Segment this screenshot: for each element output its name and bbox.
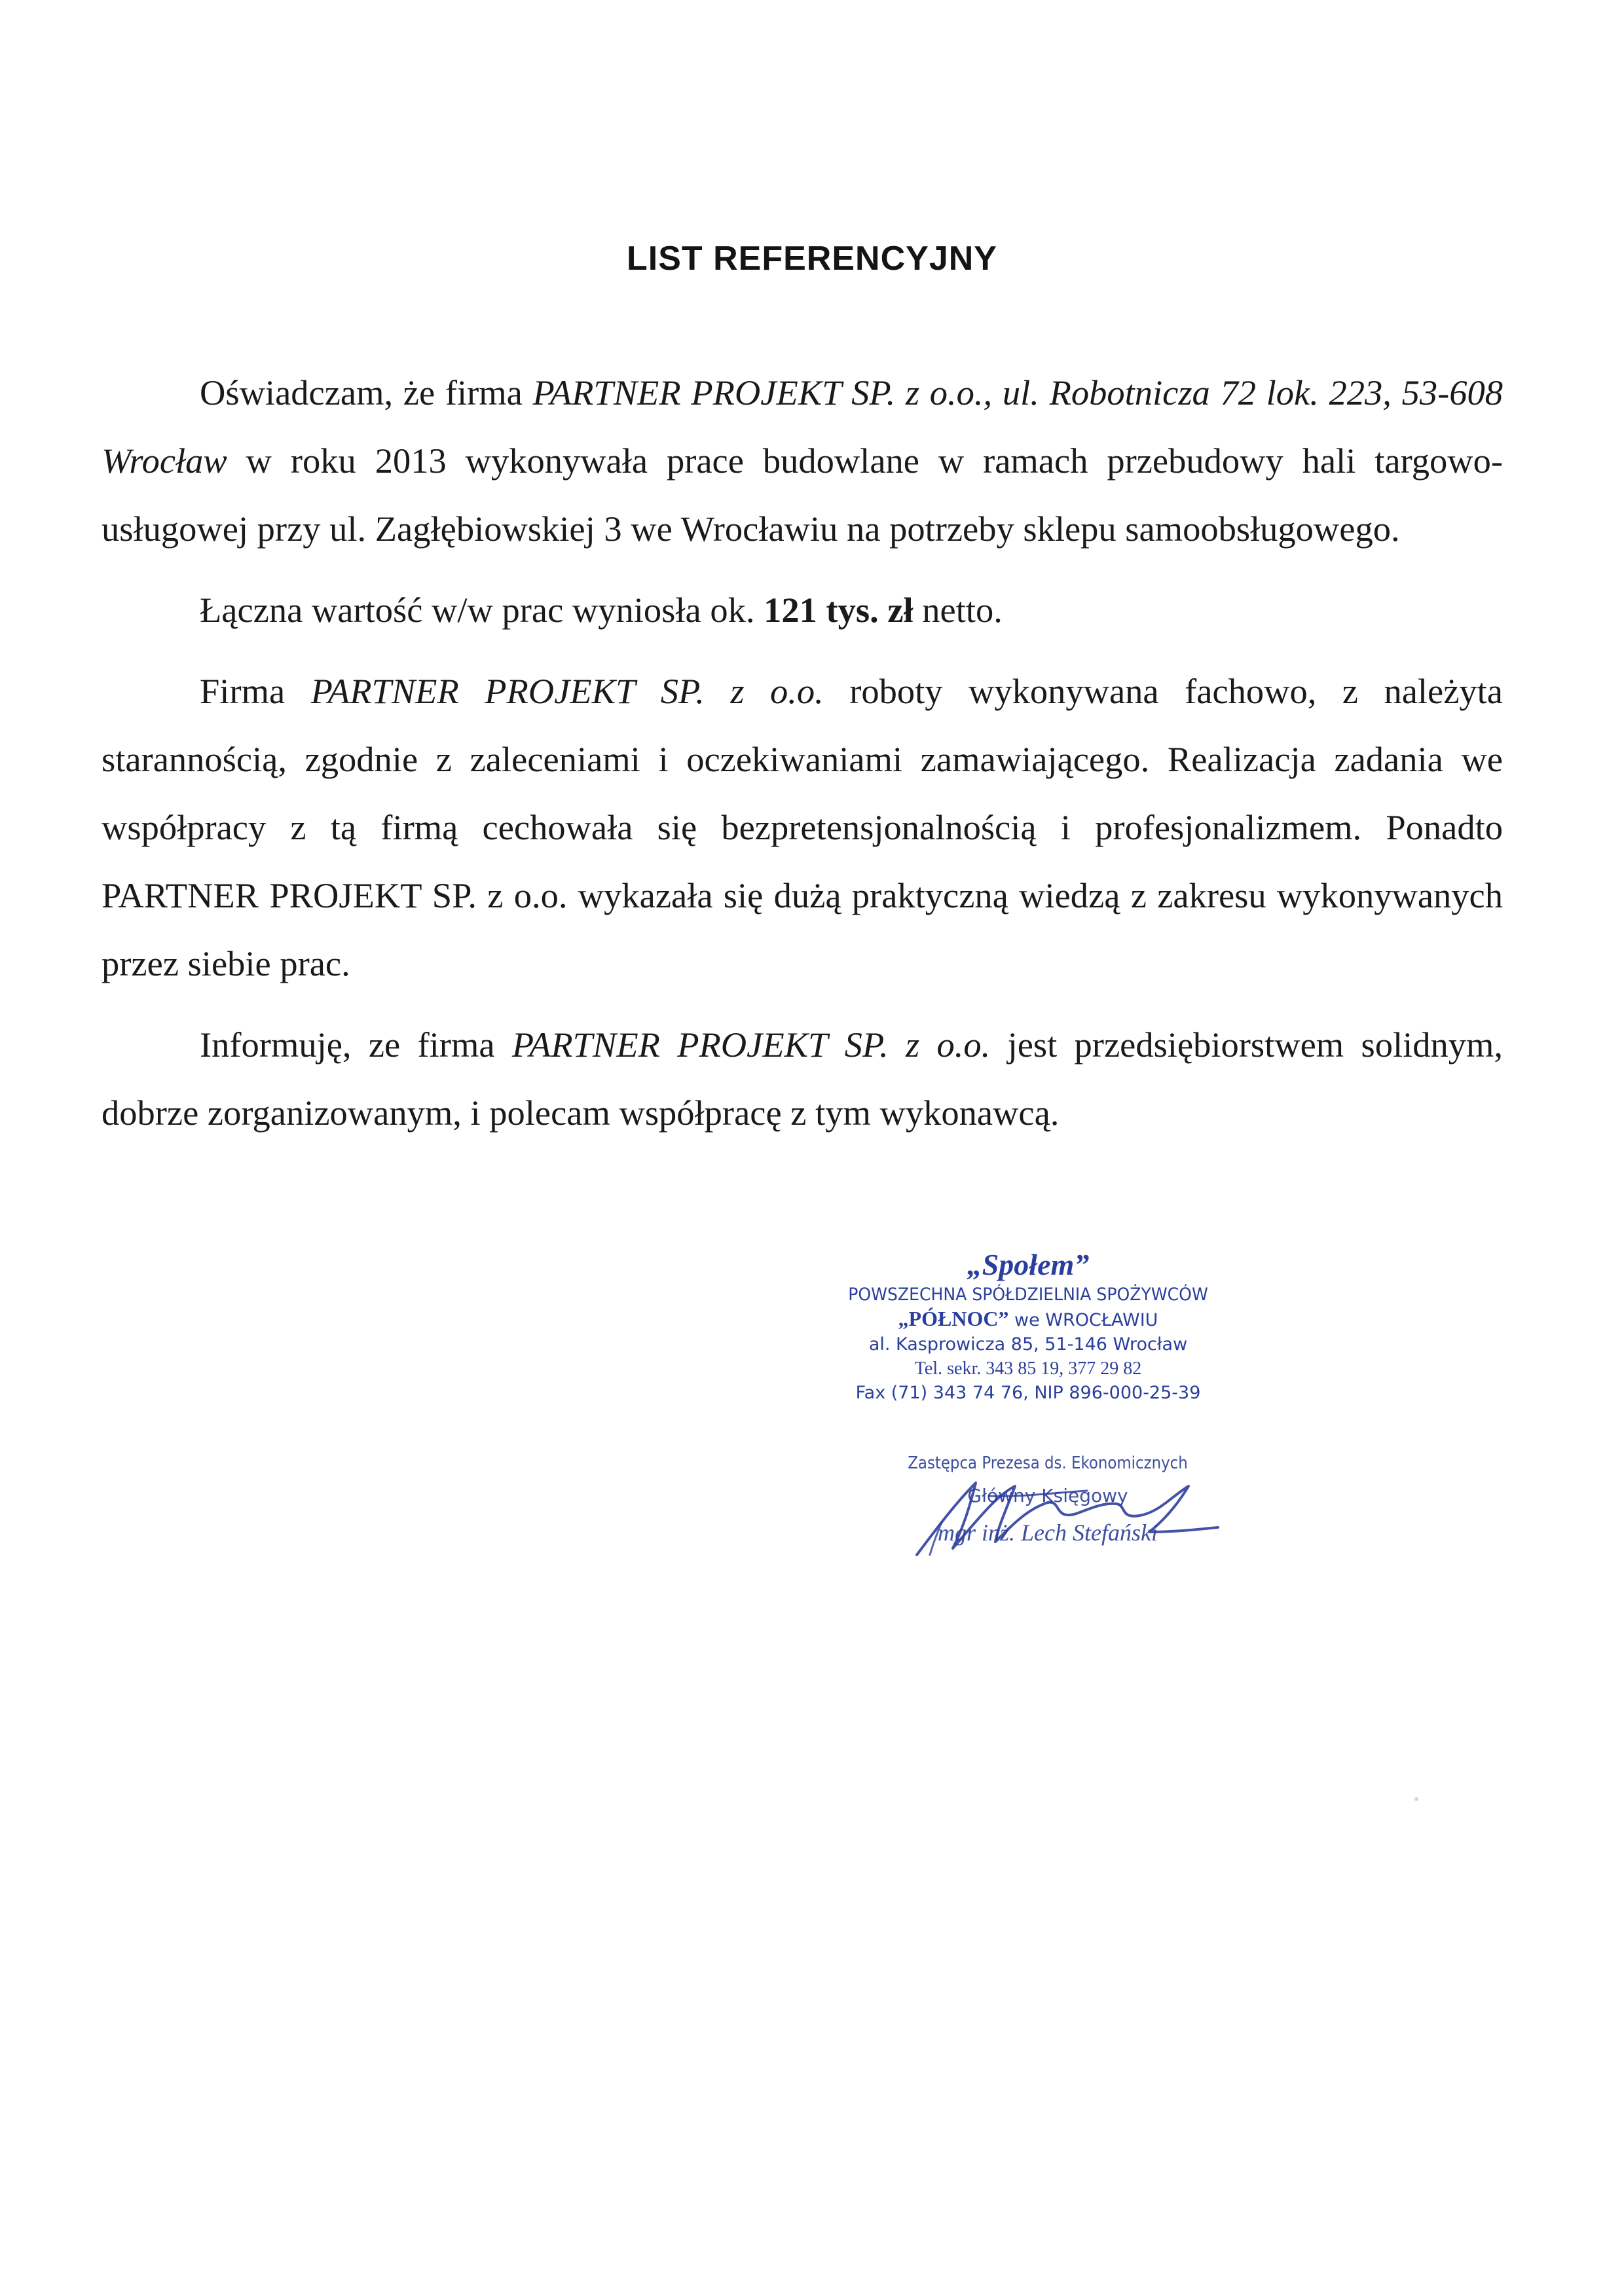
text-run: roboty wykonywana fachowo, z należyta starannością, zgodnie z zaleceniami i oczekiwaniami zamawiającego. Realizacja zadania we współpracy z tą firmą cechowała się bezpretensjonalnością i profesjonalizmem. Ponadto PARTNER PROJEKT SP. z o.o. wykazała się dużą praktyczną wiedzą z zakresu wykonywanych przez siebie prac.: [101, 671, 1503, 983]
text-run: Informuję, ze firma: [200, 1025, 512, 1065]
stamp-branch-city: we WROCŁAWIU: [1008, 1310, 1158, 1330]
paragraph: [101, 576, 1503, 644]
italic-run: PARTNER PROJEKT SP. z o.o., ul. Robotnicza 72 lok. 223, 53-608 Wrocław: [101, 373, 1503, 481]
paragraph: [101, 657, 1503, 998]
stamp-name: „Społem”: [967, 1248, 1090, 1281]
italic-run: PARTNER PROJEKT SP. z o.o.: [511, 1025, 991, 1065]
scan-speck: [1414, 1797, 1418, 1801]
bold-run: 121 tys. zł: [764, 590, 913, 630]
text-run: Łączna wartość w/w prac wyniosła ok.: [200, 590, 764, 630]
paragraph: [101, 1011, 1503, 1147]
signer-name: mgr inż. Lech Stefański: [938, 1520, 1158, 1546]
italic-run: PARTNER PROJEKT SP. z o.o.: [310, 671, 824, 711]
stamp-line-fax: Fax (71) 343 74 76, NIP 896-000-25-39: [855, 1383, 1201, 1403]
stamp-line-branch: [805, 1307, 1251, 1332]
stamp-line-phone: Tel. sekr. 343 85 19, 377 29 82: [914, 1358, 1142, 1379]
company-stamp: [805, 1247, 1251, 1405]
signer-position: Zastępca Prezesa ds. Ekonomicznych: [908, 1453, 1188, 1473]
text-run: jest przedsiębiorstwem solidnym, dobrze zorganizowanym, i polecam współpracę z tym wykonawcą.: [101, 1025, 1503, 1133]
paragraph: [101, 359, 1503, 563]
document-title: LIST REFERENCYJNY: [627, 240, 997, 278]
stamp-line-org: POWSZECHNA SPÓŁDZIELNIA SPOŻYWCÓW: [848, 1285, 1208, 1305]
handwritten-signature-icon: [891, 1457, 1231, 1568]
text-run: Oświadczam, że firma: [200, 373, 533, 412]
stamp-branch-name: „PÓŁNOC”: [898, 1307, 1009, 1330]
text-run: netto.: [913, 590, 1003, 630]
signer-role: Główny Księgowy: [967, 1485, 1128, 1506]
text-run: Firma: [200, 671, 311, 711]
text-run: w roku 2013 wykonywała prace budowlane w ramach przebudowy hali targowo-usługowej przy ul. Zagłębiowskiej 3 we Wrocławiu na potrzeby sklepu samoobsługowego.: [101, 441, 1503, 549]
stamp-line-address: al. Kasprowicza 85, 51-146 Wrocław: [868, 1334, 1188, 1355]
letter-body: [101, 359, 1503, 1160]
